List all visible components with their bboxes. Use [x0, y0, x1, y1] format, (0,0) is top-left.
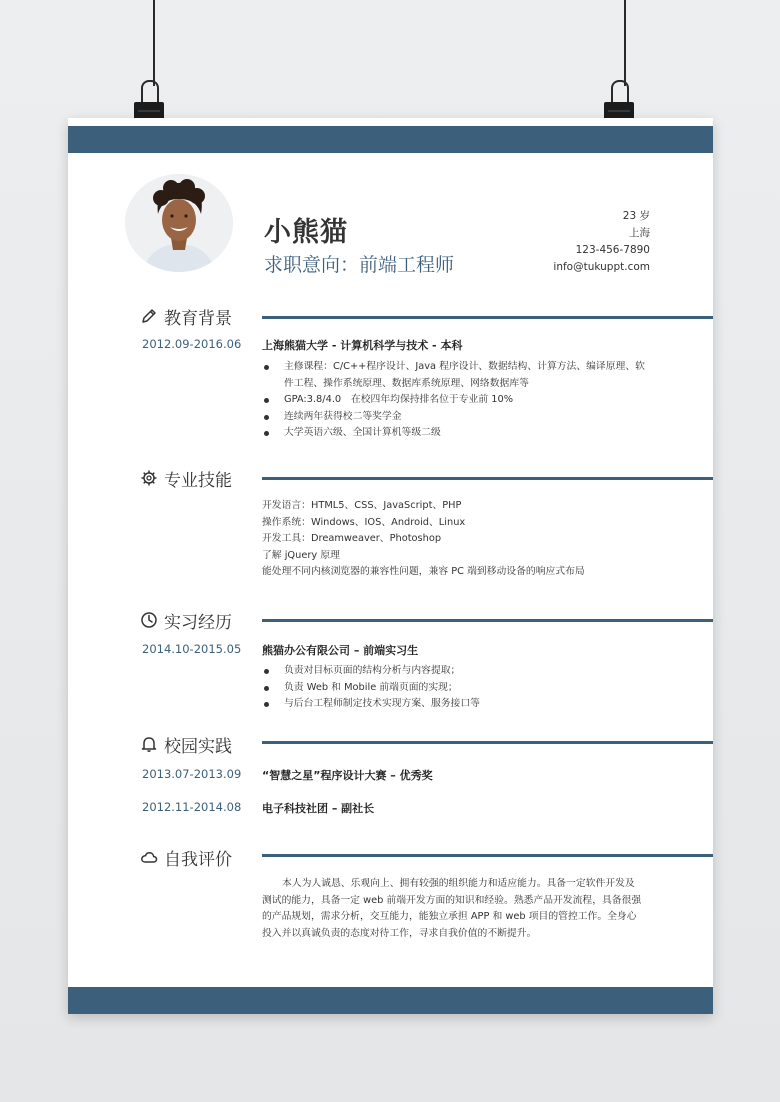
avatar-photo: [125, 174, 233, 272]
bell-icon: [140, 735, 158, 753]
campus-heading: [140, 732, 232, 756]
internship-company: 熊猫办公有限公司 – 前端实习生: [262, 644, 419, 657]
resume-page: [68, 118, 713, 1014]
self-eval-heading: [140, 845, 232, 869]
city-text: 上海: [629, 227, 650, 239]
list-item: 主修课程：C/C++程序设计、Java 程序设计、数据结构、计算方法、编译原理、软件工程、操作系统原理、数据库系统原理、网络数据库等: [262, 359, 652, 392]
internship-heading: [140, 608, 232, 632]
list-item: 连续两年获得校二等奖学金: [262, 409, 652, 426]
hanging-wire-right: [624, 0, 626, 86]
education-list: [262, 359, 652, 442]
self-eval-title: 自我评价: [164, 849, 232, 870]
campus-date: 2012.11-2014.08: [142, 800, 242, 814]
phone-text: 123-456-7890: [575, 244, 650, 256]
education-rule: [262, 316, 713, 319]
clock-icon: [140, 611, 158, 629]
skills-title: 专业技能: [164, 470, 232, 491]
campus-rule: [262, 741, 713, 744]
contact-info: [553, 208, 650, 276]
self-eval-rule: [262, 854, 713, 857]
skills-heading: [140, 466, 232, 490]
internship-list: [262, 663, 652, 713]
skills-rule: [262, 477, 713, 480]
email-text: info@tukuppt.com: [553, 261, 650, 273]
skill-line: 了解 jQuery 原理: [262, 549, 340, 561]
self-eval-text: 本人为人诚恳、乐观向上、拥有较强的组织能力和适应能力。具备一定软件开发及测试的能力，具备一定 web 前端开发方面的知识和经验。熟悉产品开发流程，具备很强的产品规划，需求分析，交互能力，能独立承担 APP 和 web 项目的管控工作。全身心投入并以真诚负责的态度对待工作，寻求自我价值的不断提升。: [262, 878, 642, 939]
gear-icon: [140, 469, 158, 487]
education-date: 2012.09-2016.06: [142, 337, 242, 351]
candidate-name: 小熊猫: [264, 217, 348, 248]
campus-entry: 电子科技社团 – 副社长: [262, 802, 375, 815]
footer-band: [68, 987, 713, 1014]
job-intent: 求职意向：前端工程师: [264, 254, 455, 276]
skill-line: 开发工具：Dreamweaver、Photoshop: [262, 533, 442, 544]
skill-line: 开发语言：HTML5、CSS、JavaScript、PHP: [262, 500, 462, 511]
list-item: 负责对目标页面的结构分析与内容提取；: [262, 663, 652, 680]
list-item: 大学英语六级、全国计算机等级二级: [262, 425, 652, 442]
list-item: GPA:3.8/4.0 在校四年均保持排名位于专业前 10%: [262, 392, 652, 409]
campus-entry: “智慧之星”程序设计大赛 – 优秀奖: [262, 769, 433, 782]
list-item: 与后台工程师制定技术实现方案、服务接口等: [262, 696, 652, 713]
internship-title: 实习经历: [164, 612, 232, 633]
age-text: 23 岁: [622, 210, 650, 222]
avatar: [125, 174, 233, 272]
campus-date: 2013.07-2013.09: [142, 767, 242, 781]
internship-rule: [262, 619, 713, 622]
list-item: 负责 Web 和 Mobile 前端页面的实现；: [262, 680, 652, 697]
cloud-icon: [140, 848, 158, 866]
education-title: 教育背景: [164, 308, 232, 329]
education-school: 上海熊猫大学 - 计算机科学与技术 - 本科: [262, 339, 463, 352]
skill-line: 能处理不同内核浏览器的兼容性问题，兼容 PC 端到移动设备的响应式布局: [262, 566, 585, 577]
campus-title: 校园实践: [164, 736, 232, 757]
header-band: [68, 126, 713, 153]
pencil-icon: [140, 307, 158, 325]
education-heading: [140, 304, 232, 328]
hanging-wire-left: [153, 0, 155, 86]
skills-lines: [262, 498, 682, 581]
internship-date: 2014.10-2015.05: [142, 642, 242, 656]
skill-line: 操作系统：Windows、IOS、Android、Linux: [262, 516, 466, 528]
